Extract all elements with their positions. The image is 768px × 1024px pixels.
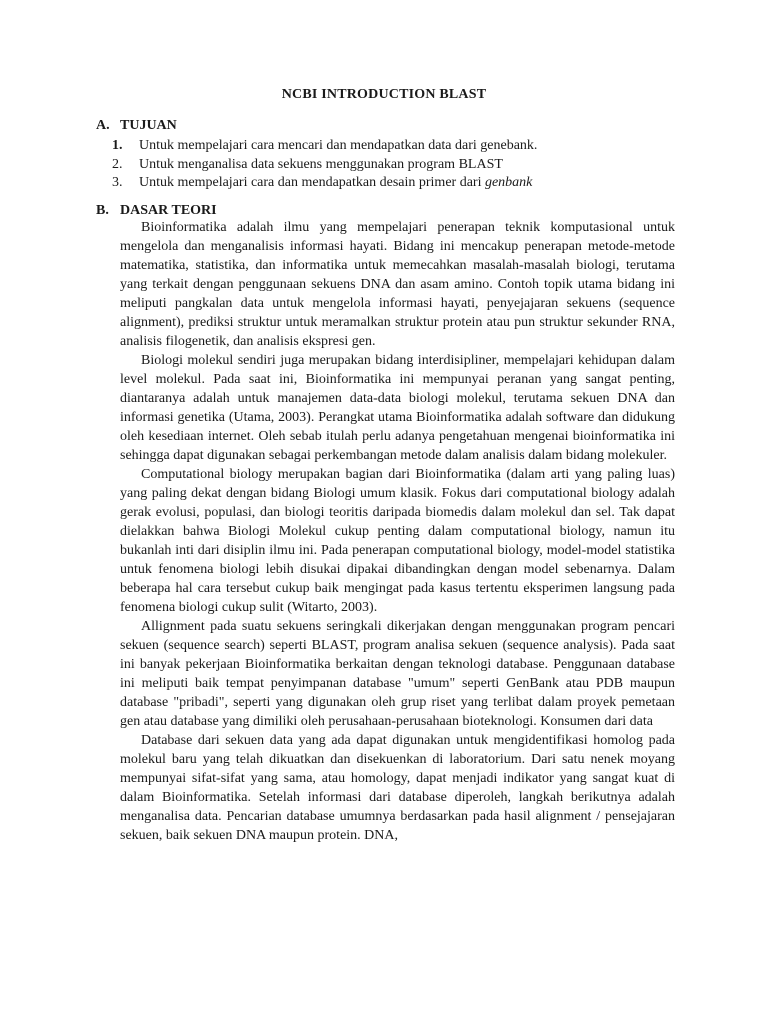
list-item (112, 174, 672, 193)
list-text-italic: genbank (484, 175, 533, 190)
theory-body (120, 218, 675, 845)
paragraph: Allignment pada suatu sekuens seringkali dikerjakan dengan menggunakan program pencari sekuen (sequence search) seperti BLAST, program analisa sekuen (sequence analysis). Pada saat ini banyak pekerjaan Bioinformatika berkaitan dengan teknologi database. Penggunaan database ini meliputi baik tempat penyimpanan database "umum" seperti GenBank atau PDB maupun database "pribadi", seperti yang digunakan oleh grup riset yang terlibat dalam proyek pemetaan gen atau database yang dimiliki oleh perusahaan-perusahaan bioteknologi. Konsumen dari data (120, 619, 675, 729)
paragraph: Database dari sekuen data yang ada dapat digunakan untuk mengidentifikasi homolog pada molekul baru yang telah dikuatkan dan disekuenkan di laboratorium. Dari satu nenek moyang mempunyai sifat-sifat yang sama, atau homology, dapat menjadi indikator yang sangat kuat di dalam Bioinformatika. Setelah informasi dari database diperoleh, langkah berikutnya adalah menganalisa data. Pencarian database umumnya berdasarkan pada hasil alignment / pensejajaran sekuen, baik sekuen DNA maupun protein. DNA, (120, 733, 675, 843)
section-a-heading (96, 118, 177, 134)
paragraph: Bioinformatika adalah ilmu yang mempelajari penerapan teknik komputasional untuk mengelola dan menganalisis informasi hayati. Bidang ini mencakup penerapan metode-metode matematika, statistika, dan informatika untuk memecahkan masalah-masalah biologi, terutama yang terkait dengan penggunaan sekuens DNA dan asam amino. Contoh topik utama bidang ini meliputi pangkalan data untuk mengelola informasi hayati, penyejajaran sekuens (sequence alignment), prediksi struktur untuk meramalkan struktur protein atau pun struktur sekunder RNA, analisis filogenetik, dan analisis ekspresi gen. (120, 220, 675, 349)
list-number: 2. (112, 156, 123, 172)
section-b-heading (96, 203, 217, 219)
list-number: 1. (112, 138, 123, 153)
section-b-title: DASAR TEORI (120, 203, 217, 218)
list-text: Untuk mempelajari cara dan mendapatkan desain primer dari (139, 175, 485, 190)
paragraph: Biologi molekul sendiri juga merupakan bidang interdisipliner, mempelajari kehidupan dalam level molekul. Pada saat ini, Bioinformatika ini mempunyai peranan yang sangat penting, diantaranya adalah untuk manajemen data-data biologi molekul, terutama sekuen DNA dan informasi genetika (Utama, 2003). Perangkat utama Bioinformatika adalah software dan didukung oleh kesediaan internet. Oleh sebab itulah perlu adanya pengetahuan mengenai bioinformatika ini sehingga dapat digunakan sebagai perkembangan metode dalam analisis dalam bidang molekuler. (120, 353, 675, 463)
list-text: Untuk mempelajari cara mencari dan mendapatkan data dari genebank. (139, 138, 538, 153)
list-number: 3. (112, 175, 123, 190)
section-b-letter: B. (96, 203, 109, 218)
paragraph: Computational biology merupakan bagian dari Bioinformatika (dalam arti yang paling luas) yang paling dekat dengan bidang Biologi umum klasik. Fokus dari computational biology adalah gerak evolusi, populasi, dan biologi teoritis daripada biomedis dalam molekul dan sel. Tak dapat dielakkan bahwa Biologi Molekul cukup penting dalam computational biology, namun itu bukanlah inti dari disiplin ilmu ini. Pada penerapan computational biology, model-model statistika untuk fenomena biologi lebih disukai dipakai dibandingkan dengan model sebenarnya. Dalam beberapa hal cara tersebut cukup baik mengingat pada kasus tertentu eksperimen langsung pada fenomena biologi cukup sulit (Witarto, 2003). (120, 467, 675, 615)
list-item (112, 137, 672, 156)
document-title: NCBI INTRODUCTION BLAST (281, 87, 487, 102)
section-a-title: TUJUAN (120, 118, 177, 133)
list-item (112, 156, 672, 175)
section-a-letter: A. (96, 118, 110, 133)
objectives-list (112, 137, 672, 193)
list-text: Untuk menganalisa data sekuens menggunakan program BLAST (139, 156, 503, 172)
